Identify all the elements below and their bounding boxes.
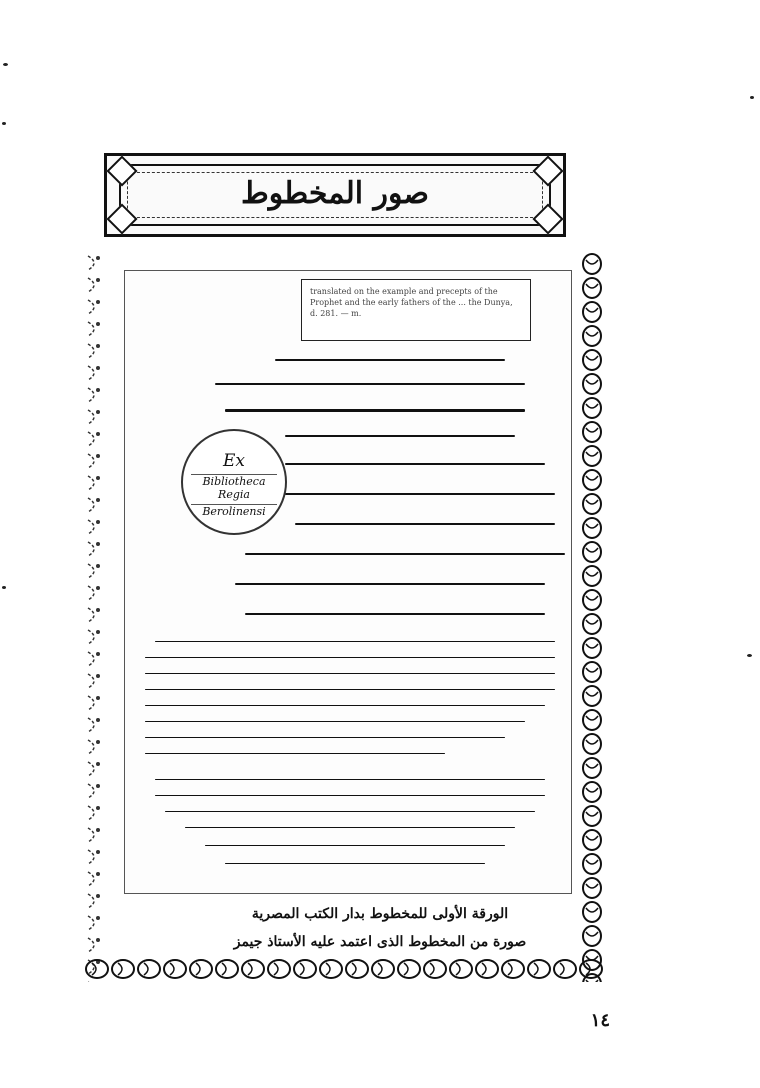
handwriting-line: [185, 827, 515, 828]
scan-speck: [747, 654, 752, 657]
handwriting-line: [155, 779, 545, 780]
ornamental-border-bottom: [84, 956, 604, 982]
handwriting-line: [285, 435, 515, 437]
handwriting-line: [145, 737, 505, 738]
handwriting-line: [155, 641, 555, 642]
scan-speck: [3, 63, 8, 66]
page-title: صور المخطوط: [241, 176, 429, 211]
library-stamp: [181, 429, 287, 535]
stamp-line-3: Berolinensi: [191, 504, 277, 518]
manuscript-page: [124, 270, 572, 894]
stamp-line-1: Ex: [223, 451, 245, 471]
title-cartouche: [104, 153, 566, 237]
handwriting-line: [285, 493, 555, 495]
caption-line-1: الورقة الأولى للمخطوط بدار الكتب المصرية: [251, 906, 509, 922]
handwriting-line: [155, 795, 545, 796]
handwriting-line: [145, 673, 555, 674]
handwriting-line: [245, 553, 565, 555]
ornamental-border-right: [580, 252, 604, 982]
stamp-line-2: Bibliotheca Regia: [191, 474, 277, 501]
handwriting-line: [145, 721, 525, 722]
manuscript-facsimile: [84, 252, 604, 982]
scan-speck: [2, 586, 6, 589]
handwriting-line: [285, 463, 545, 465]
handwriting-line: [205, 845, 505, 846]
pasted-catalogue-note: translated on the example and precepts of the Prophet and the early fathers of the ... the Dunya, d. 281. — m.: [301, 279, 531, 341]
caption-line-2: صورة من المخطوط الذى اعتمد عليه الأستاذ جيمز: [233, 934, 527, 950]
handwriting-line: [295, 523, 555, 525]
handwriting-line: [165, 811, 535, 812]
ornamental-border-left: [84, 252, 104, 982]
handwriting-line: [225, 409, 525, 412]
handwriting-line: [215, 383, 525, 385]
scan-speck: [750, 96, 754, 99]
handwriting-line: [245, 613, 545, 615]
handwriting-line: [145, 657, 555, 658]
handwriting-line: [235, 583, 545, 585]
handwriting-line: [145, 705, 545, 706]
scan-speck: [2, 122, 6, 125]
figure-caption: [0, 900, 760, 956]
handwriting-line: [145, 753, 445, 754]
handwriting-line: [275, 359, 505, 361]
handwriting-line: [145, 689, 555, 690]
handwriting-line: [225, 863, 485, 864]
page-number: ١٤: [590, 1010, 610, 1031]
